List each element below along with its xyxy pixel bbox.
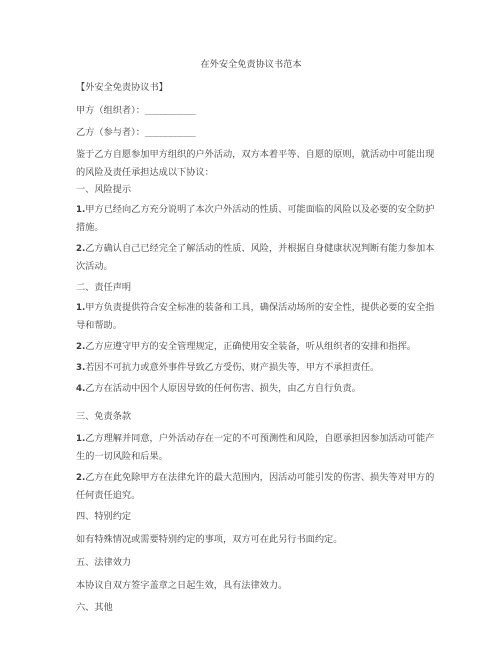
section-heading: 三、免责条款 [76, 411, 132, 422]
clause-number: 1. [76, 303, 86, 313]
section-text: 如有特殊情况或需要特别约定的事项，双方可在此另行书面约定。 [76, 534, 343, 545]
section-heading: 二、责任声明 [76, 282, 132, 293]
clause-item [76, 201, 434, 237]
clause-text: 乙方在此免除甲方在法律允许的最大范围内，因活动可能引发的伤害、损失等对甲方的 [85, 472, 435, 483]
clause-number: 1. [76, 205, 86, 215]
clause-text: 措施。 [76, 222, 104, 233]
clause-number: 4. [76, 384, 86, 394]
clause-number: 2. [76, 244, 86, 254]
clause-number: 1. [76, 434, 86, 444]
clause-text: 乙方在活动中因个人原因导致的任何伤害、损失，由乙方自行负责。 [85, 383, 361, 394]
clause-text: 生的一切风险和后果。 [76, 451, 168, 462]
clause-text: 乙方确认自己已经完全了解活动的性质、风险，并根据自身健康状况判断有能力参加本 [85, 243, 435, 254]
party-a-blank: __________ [144, 105, 196, 116]
clause-item [76, 240, 434, 276]
clause-item [76, 338, 434, 356]
clause-item [76, 430, 434, 466]
clause-text: 乙方理解并同意，户外活动存在一定的不可预测性和风险，自愿承担因参加活动可能产 [85, 433, 435, 444]
clause-text: 乙方应遵守甲方的安全管理规定，正确使用安全装备，听从组织者的安排和指挥。 [85, 341, 416, 352]
section-heading: 五、法律效力 [76, 557, 132, 568]
clause-text: 次活动。 [76, 261, 113, 272]
section-heading: 六、其他 [76, 602, 113, 613]
page-title: 在外安全免责协议书范本 [200, 59, 302, 70]
intro-paragraph [76, 146, 434, 182]
clause-number: 2. [76, 342, 86, 352]
clause-item [76, 299, 434, 335]
party-b-blank: __________ [144, 127, 196, 138]
clause-text: 若因不可抗力或意外事件导致乙方受伤、财产损失等，甲方不承担责任。 [85, 362, 380, 373]
clause-text: 甲方已经向乙方充分说明了本次户外活动的性质、可能面临的风险以及必要的安全防护 [85, 204, 435, 215]
clause-number: 3. [76, 363, 86, 373]
party-a-label: 甲方（组织者）： [76, 105, 145, 116]
clause-item [76, 359, 434, 377]
clause-item [76, 469, 434, 505]
party-a-line [76, 105, 432, 117]
clause-text: 任何责任追究。 [76, 490, 141, 501]
intro-line: 的风险及责任承担达成以下协议： [76, 167, 214, 178]
intro-line: 鉴于乙方自愿参加甲方组织的户外活动，双方本着平等、自愿的原则，就活动中可能出现 [76, 149, 435, 160]
clause-text: 导和帮助。 [76, 320, 122, 331]
party-b-label: 乙方（参与者）： [76, 127, 145, 138]
party-b-line [76, 127, 432, 139]
clause-number: 2. [76, 473, 86, 483]
clause-text: 甲方负责提供符合安全标准的装备和工具，确保活动场所的安全性，提供必要的安全指 [85, 302, 435, 313]
clause-item [76, 380, 434, 398]
section-heading: 四、特别约定 [76, 511, 132, 522]
section-heading: 一、风险提示 [76, 184, 132, 195]
doc-heading: 【外安全免责协议书】 [76, 82, 168, 93]
section-text: 本协议自双方签字盖章之日起生效，具有法律效力。 [76, 580, 288, 591]
